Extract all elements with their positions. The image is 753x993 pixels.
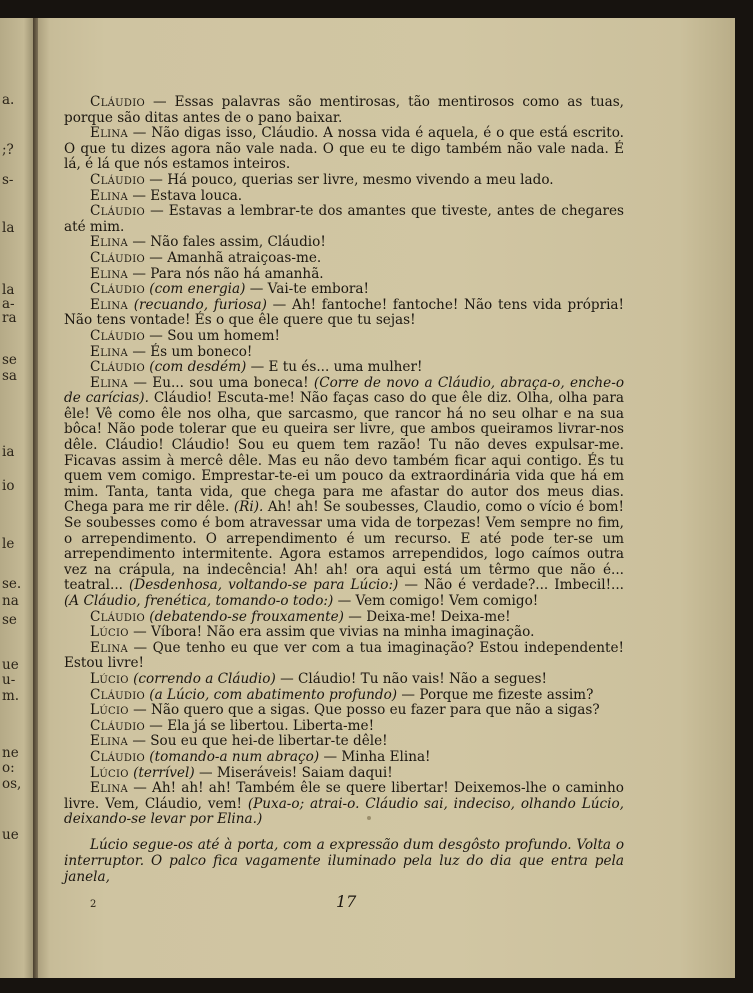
- dialogue-line: [64, 251, 624, 267]
- dialogue-line: [64, 298, 624, 329]
- page-number: 17: [336, 892, 357, 911]
- dialogue-text: [64, 95, 624, 828]
- book-spine-shadow: [33, 18, 38, 978]
- facing-page-fragment: ne: [2, 745, 19, 761]
- dialogue-line: [64, 267, 624, 283]
- speaker-name: Cláudio: [90, 748, 145, 765]
- dialogue-line: [64, 641, 624, 672]
- stage-note: (a Lúcio, com abatimento profundo): [149, 686, 398, 703]
- speaker-name: Elina: [90, 296, 128, 313]
- speaker-name: Elina: [90, 343, 128, 360]
- speech-text: — Estava louca.: [128, 187, 243, 204]
- dialogue-line: [64, 610, 624, 626]
- speech-text: — Há pouco, querias ser livre, mesmo vivendo a meu lado.: [144, 171, 554, 188]
- stage-note: (A Cláudio, frenética, tomando-o todo:): [64, 593, 334, 609]
- facing-page-fragment: la: [2, 282, 15, 298]
- book-page: [36, 18, 735, 978]
- dialogue-line: [64, 734, 624, 750]
- facing-page-fragment: u-: [2, 672, 16, 688]
- facing-page-fragment: m.: [2, 688, 20, 704]
- dialogue-line: [64, 625, 624, 641]
- speaker-name: Lúcio: [90, 764, 129, 781]
- speaker-name: Cláudio: [90, 94, 145, 110]
- speaker-name: Cláudio: [90, 608, 145, 625]
- stage-note: (debatendo-se frouxamente): [149, 608, 344, 625]
- facing-page-fragment: a-: [2, 296, 15, 312]
- speech-text: — E tu és... uma mulher!: [246, 359, 423, 376]
- speaker-name: Cláudio: [90, 359, 145, 376]
- stage-note: (recuando, furiosa): [133, 296, 267, 313]
- speaker-name: Elina: [90, 234, 128, 251]
- speech-text: — Porque me fizeste assim?: [397, 686, 594, 703]
- facing-page-fragment: a.: [2, 92, 15, 108]
- speaker-name: Elina: [90, 374, 128, 391]
- speaker-name: Cláudio: [90, 249, 145, 266]
- facing-page-fragment: se: [2, 352, 17, 368]
- speaker-name: Elina: [90, 639, 128, 656]
- dialogue-line: [64, 750, 624, 766]
- stage-note: (Puxa-o; atrai-o. Cláudio sai, indeciso, olhando Lúcio, deixando-se levar por Elina.): [64, 795, 624, 828]
- facing-page-fragment: io: [2, 478, 15, 494]
- speaker-name: Elina: [90, 125, 128, 142]
- speech-text: — Não quero que a sigas. Que posso eu fazer para que não a sigas?: [128, 702, 600, 719]
- stage-note: (com desdém): [149, 359, 247, 376]
- stage-note: (com energia): [149, 281, 246, 298]
- dialogue-line: [64, 329, 624, 345]
- dialogue-line: [64, 376, 624, 610]
- dialogue-line: [64, 672, 624, 688]
- speech-text: — Não digas isso, Cláudio. A nossa vida é aquela, é o que está escrito. O que tu dizes agora não vale nada. O que eu te digo também não vale nada. É lá, é lá que nós estamos inteiros.: [64, 125, 624, 173]
- signature-mark: 2: [90, 899, 97, 910]
- dialogue-line: [64, 703, 624, 719]
- speech-text: Ah! ah! Se soubesses, Claudio, como o vício é bom! Se soubesses como é bom atravessar uma vida de torpezas! Vem sempre no fim, o arrependimento. O arrependimento é um recurso. E até pode ter-se um arrependimento intermitente. Agora estamos arrependidos, logo caímos outra vez na crápula, na indecência! Ah! ah! ora aqui está um têrmo que não é... teatral...: [64, 499, 624, 594]
- facing-page-fragment: na: [2, 593, 19, 609]
- speech-text: — Que tenho eu que ver com a tua imaginação? Estou independente! Estou livre!: [64, 639, 624, 672]
- speech-text: — Vem comigo! Vem comigo!: [333, 593, 539, 609]
- facing-page-fragment: o:: [2, 760, 15, 776]
- speech-text: — Estavas a lembrar-te dos amantes que tiveste, antes de chegares até mim.: [64, 203, 624, 235]
- speech-text: — Essas palavras são mentirosas, tão mentirosos como as tuas, porque são ditas antes de o pano baixar.: [64, 94, 624, 126]
- speaker-name: Elina: [90, 187, 128, 204]
- facing-page-fragment: sa: [2, 368, 17, 384]
- facing-page-fragment: se.: [2, 576, 22, 592]
- dialogue-line: [64, 781, 624, 828]
- dialogue-line: [64, 126, 624, 173]
- stage-note: (Corre de novo a Cláudio, abraça-o, enche-o de carícias).: [64, 374, 624, 407]
- dialogue-line: [64, 235, 624, 251]
- speaker-name: Cláudio: [90, 281, 145, 298]
- speech-text: — Víbora! Não era assim que vivias na minha imaginação.: [128, 624, 535, 641]
- speech-text: — Miseráveis! Saiam daqui!: [194, 764, 393, 781]
- dialogue-line: [64, 688, 624, 704]
- stage-direction: Lúcio segue-os até à porta, com a expressão dum desgôsto profundo. Volta o interruptor. O palco fica vagamente iluminado pela luz do dia que entra pela janela,: [64, 837, 624, 885]
- speech-text: — Cláudio! Tu não vais! Não a segues!: [275, 670, 547, 687]
- speaker-name: Lúcio: [90, 702, 129, 719]
- dialogue-line: [64, 204, 624, 235]
- facing-page-fragment: ue: [2, 827, 19, 843]
- speaker-name: Lúcio: [90, 624, 129, 641]
- speaker-name: Elina: [90, 265, 128, 282]
- speech-text: — És um boneco!: [128, 343, 253, 360]
- dialogue-line: [64, 360, 624, 376]
- dialogue-line: [64, 345, 624, 361]
- stage-note: (Desdenhosa, voltando-se para Lúcio:): [129, 577, 399, 594]
- speaker-name: Cláudio: [90, 203, 145, 220]
- facing-page-fragment: ;?: [2, 142, 14, 158]
- speaker-name: Cláudio: [90, 171, 145, 188]
- speech-text: — Ah! ah! ah! Também êle se quere libertar! Deixemos-lhe o caminho livre. Vem, Cláudio, vem!: [64, 780, 624, 812]
- dialogue-line: [64, 282, 624, 298]
- facing-page-fragment: le: [2, 536, 15, 552]
- facing-page-fragment: ia: [2, 444, 15, 460]
- dialogue-line: [64, 189, 624, 205]
- stage-note: (terrível): [133, 764, 195, 781]
- dialogue-line: [64, 95, 624, 126]
- speaker-name: Cláudio: [90, 327, 145, 344]
- speech-text: — Deixa-me! Deixa-me!: [343, 608, 511, 625]
- dialogue-line: [64, 766, 624, 782]
- speech-text: — Sou um homem!: [144, 327, 280, 344]
- speech-text: — Para nós não há amanhã.: [128, 265, 324, 282]
- speech-text: — Eu... sou uma boneca!: [128, 374, 314, 391]
- facing-page-fragment: la: [2, 220, 15, 236]
- speaker-name: Cláudio: [90, 686, 145, 703]
- facing-page-fragment: ue: [2, 657, 19, 673]
- facing-page-fragment: se: [2, 612, 17, 628]
- speech-text: — Não é verdade?... Imbecil!...: [398, 577, 624, 594]
- speech-text: — Amanhã atraiçoas-me.: [144, 249, 322, 266]
- speech-text: — Não fales assim, Cláudio!: [128, 234, 326, 251]
- stage-note: (Ri).: [233, 499, 264, 516]
- speaker-name: Lúcio: [90, 670, 129, 687]
- facing-page-fragment: ra: [2, 310, 17, 326]
- dialogue-line: [64, 173, 624, 189]
- stage-note: (tomando-a num abraço): [149, 748, 320, 765]
- speech-text: — Ah! fantoche! fantoche! Não tens vida própria! Não tens vontade! És o que êle quere que tu sejas!: [64, 296, 624, 329]
- speaker-name: Cláudio: [90, 717, 145, 734]
- speech-text: — Minha Elina!: [319, 748, 431, 765]
- stage-note: (correndo a Cláudio): [133, 670, 276, 687]
- speech-text: — Ela já se libertou. Liberta-me!: [144, 717, 375, 734]
- speech-text: — Sou eu que hei-de libertar-te dêle!: [128, 733, 388, 750]
- speaker-name: Elina: [90, 780, 128, 797]
- facing-page-fragment: os,: [2, 776, 22, 792]
- speaker-name: Elina: [90, 733, 128, 750]
- facing-page-edge: [0, 18, 34, 978]
- print-speck: [367, 816, 371, 820]
- dialogue-line: [64, 719, 624, 735]
- speech-text: Cláudio! Escuta-me! Não faças caso do que êle diz. Olha, olha para êle! Vê como êle nos olha, que sarcasmo, que rancor há no seu olhar e na sua bôca! Não pode tolerar que eu queira ser livre, que ambos queiramos livrar-nos dêle. Cláudio! Cláudio! Sou eu quem tem razão! Tu não deves expulsar-me. Ficavas assim à mercê dêle. Mas eu não devo também ficar aqui contigo. És tu quem vem comigo. Emprestar-te-ei um pouco da extraordinária vida que há em mim. Tanta, tanta vida, que chega para me afastar do autor dos meus dias. Chega para me rir dêle.: [64, 390, 624, 516]
- speech-text: — Vai-te embora!: [245, 281, 369, 298]
- facing-page-fragment: s-: [2, 172, 14, 188]
